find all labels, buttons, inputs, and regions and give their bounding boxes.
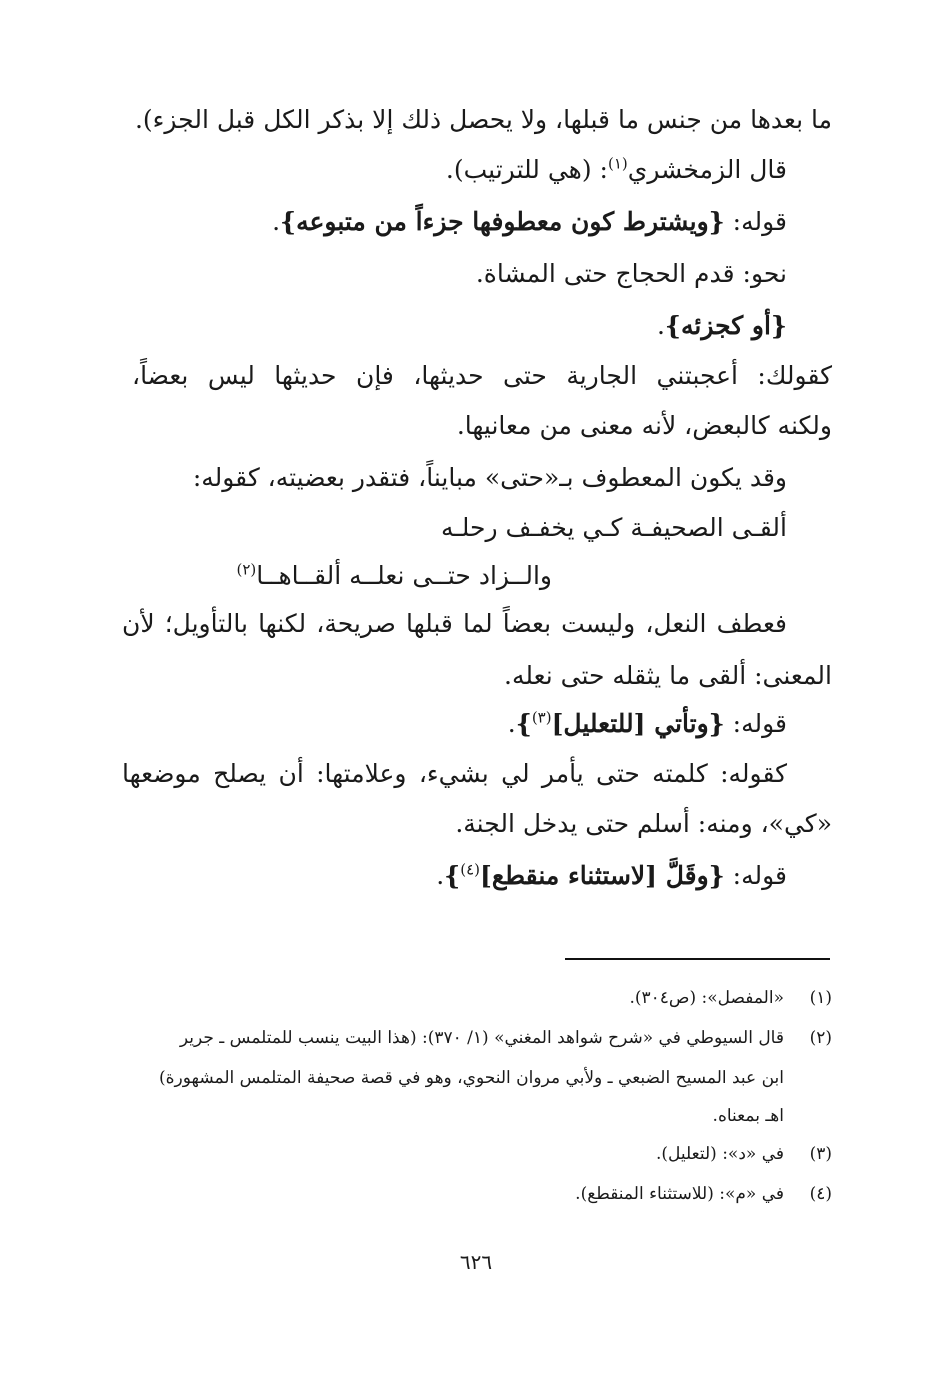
line-text: .	[507, 709, 516, 738]
footnote-text: في «م»: (للاستثناء المنقطع).	[575, 1184, 784, 1204]
line-text: ما بعدها من جنس ما قبلها، ولا يحصل ذلك إلا بذكر الكل قبل الجزء).	[134, 105, 832, 134]
line-text: المعنى: ألقى ما يثقله حتى نعله.	[504, 661, 832, 690]
line-text: قال الزمخشري	[627, 155, 787, 184]
footnote-text: في «د»: (لتعليل).	[655, 1144, 784, 1164]
matn-quote: {وتأتي [للتعليل]	[551, 709, 725, 738]
footnote-continuation	[713, 1102, 784, 1130]
text-line	[122, 754, 787, 794]
footnote	[656, 1140, 832, 1168]
text-line	[508, 704, 787, 744]
line-text: فعطف النعل، وليست بعضاً لما قبلها صريحة، لكنها بالتأويل؛ لأن	[122, 609, 787, 638]
footnote-ref: (٢)	[236, 560, 257, 579]
footnote-number: (٣)	[809, 1144, 832, 1164]
footnote-text: اهـ بمعناه.	[712, 1106, 784, 1126]
footnote-ref: (٣)	[531, 708, 552, 727]
footnote-continuation	[159, 1064, 784, 1092]
matn-quote: }	[444, 861, 461, 890]
text-line	[455, 804, 832, 844]
page-number: ٦٢٦	[459, 1250, 493, 1274]
matn-quote: {ويشترط كون معطوفها جزءاً من متبوعه}	[280, 207, 725, 236]
verse-text: ألقـى الصحيفـة كـي يخفـف رحلـه	[441, 513, 787, 542]
verse-text: والــزاد حتــى نعلــه ألقــاهــا	[256, 561, 552, 590]
text-line	[446, 150, 787, 190]
line-text: ولكنه كالبعض، لأنه معنى من معانيها.	[456, 411, 832, 440]
text-line	[272, 202, 787, 242]
footnote-number: (٤)	[809, 1184, 832, 1204]
footnote	[180, 1024, 832, 1052]
text-line	[457, 406, 832, 446]
matn-quote: }	[515, 709, 532, 738]
text-line	[193, 458, 787, 498]
text-line	[122, 604, 787, 644]
line-text: .	[272, 207, 281, 236]
line-text: قوله:	[724, 709, 787, 738]
footnote-text: «المفصل»: (ص٣٠٤).	[629, 988, 784, 1008]
line-text: .	[656, 311, 665, 340]
footnote-number: (١)	[809, 988, 832, 1008]
matn-quote: {أو كجزئه}	[664, 311, 787, 340]
text-line	[436, 856, 787, 896]
footnote-text: ابن عبد المسيح الضبعي ـ ولأبي مروان النحوي، وهو في قصة صحيفة المتلمس المشهورة)	[159, 1068, 784, 1088]
line-text: : (هي للترتيب).	[445, 155, 608, 184]
text-line	[476, 254, 787, 294]
footnote-ref: (٤)	[460, 860, 481, 879]
line-text: قوله:	[724, 207, 787, 236]
line-text: .	[436, 861, 445, 890]
line-text: «كي»، ومنه: أسلم حتى يدخل الجنة.	[455, 809, 832, 838]
text-line	[504, 656, 832, 696]
footnote	[575, 1180, 832, 1208]
footnote-separator	[565, 958, 830, 960]
line-text: كقولك: أعجبتني الجارية حتى حديثها، فإن حديثها ليس بعضاً،	[132, 361, 832, 390]
footnote-text: قال السيوطي في «شرح شواهد المغني» (١/ ٣٧٠): (هذا البيت ينسب للمتلمس ـ جرير	[179, 1028, 784, 1048]
matn-quote: {وقَلَّ [لاستثناء منقطع]	[480, 861, 725, 890]
line-text: نحو: قدم الحجاج حتى المشاة.	[475, 259, 787, 288]
text-line	[657, 306, 787, 346]
text-line	[132, 356, 832, 396]
footnote	[629, 984, 832, 1012]
line-text: وقد يكون المعطوف بـ«حتى» مبايناً، فتقدر بعضيته، كقوله:	[192, 463, 787, 492]
line-text: كقوله: كلمته حتى يأمر لي بشيء، وعلامتها: أن يصلح موضعها	[122, 759, 787, 788]
footnote-number: (٢)	[809, 1028, 832, 1048]
line-text: قوله:	[724, 861, 787, 890]
text-line	[135, 100, 832, 140]
footnote-ref: (١)	[607, 154, 628, 173]
verse-hemistich	[441, 508, 787, 548]
verse-hemistich	[236, 556, 552, 596]
